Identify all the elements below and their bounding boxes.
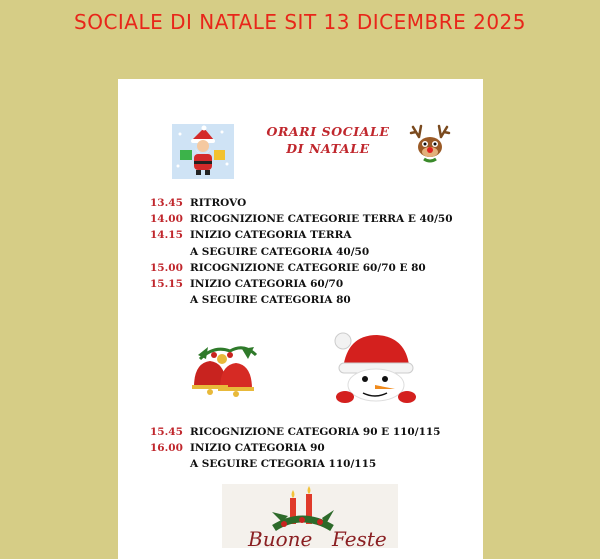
flyer-title — [266, 123, 390, 157]
schedule-row — [150, 195, 480, 211]
page-headline: SOCIALE DI NATALE SIT 13 DICEMBRE 2025 — [74, 10, 526, 34]
schedule-row — [150, 440, 480, 456]
schedule-text: RICOGNIZIONE CATEGORIE 60/70 E 80 — [190, 261, 426, 274]
schedule-text: INIZIO CATEGORIA 90 — [190, 442, 325, 455]
schedule-list-1 — [150, 195, 480, 308]
schedule-time: 15.00 — [150, 261, 183, 274]
snowman-icon — [333, 329, 419, 403]
santa-icon — [172, 124, 234, 179]
schedule-time: 15.15 — [150, 278, 183, 291]
schedule-flyer — [118, 79, 483, 559]
svg-text:Buone: Buone — [248, 527, 313, 548]
schedule-text: RITROVO — [190, 197, 247, 209]
schedule-time: 16.00 — [150, 442, 183, 455]
schedule-time: 13.45 — [150, 197, 183, 209]
schedule-text: INIZIO CATEGORIA 60/70 — [190, 278, 344, 291]
svg-text:Feste: Feste — [332, 527, 387, 548]
flyer-title-line-2: DI NATALE — [286, 141, 370, 156]
schedule-row — [150, 292, 480, 308]
christmas-bells-icon — [184, 337, 262, 399]
reindeer-icon — [409, 123, 451, 165]
schedule-text: A SEGUIRE CATEGORIA 80 — [190, 294, 351, 307]
schedule-text: RICOGNIZIONE CATEGORIA 90 E 110/115 — [190, 426, 441, 438]
schedule-row — [150, 276, 480, 292]
flyer-title-line-1: ORARI SOCIALE — [266, 124, 390, 139]
schedule-time: 14.00 — [150, 213, 183, 226]
schedule-time: 14.15 — [150, 229, 183, 242]
schedule-row — [150, 211, 480, 227]
schedule-text: INIZIO CATEGORIA TERRA — [190, 229, 352, 242]
schedule-text: RICOGNIZIONE CATEGORIE TERRA E 40/50 — [190, 213, 453, 226]
schedule-text: A SEGUIRE CTEGORIA 110/115 — [190, 458, 377, 471]
schedule-time: 15.45 — [150, 426, 183, 438]
schedule-row — [150, 227, 480, 243]
schedule-row — [150, 260, 480, 276]
schedule-row — [150, 456, 480, 472]
candles-wreath-icon — [222, 484, 398, 548]
schedule-row — [150, 244, 480, 260]
schedule-list-2 — [150, 424, 480, 473]
schedule-row — [150, 424, 480, 440]
schedule-text: A SEGUIRE CATEGORIA 40/50 — [190, 245, 370, 258]
